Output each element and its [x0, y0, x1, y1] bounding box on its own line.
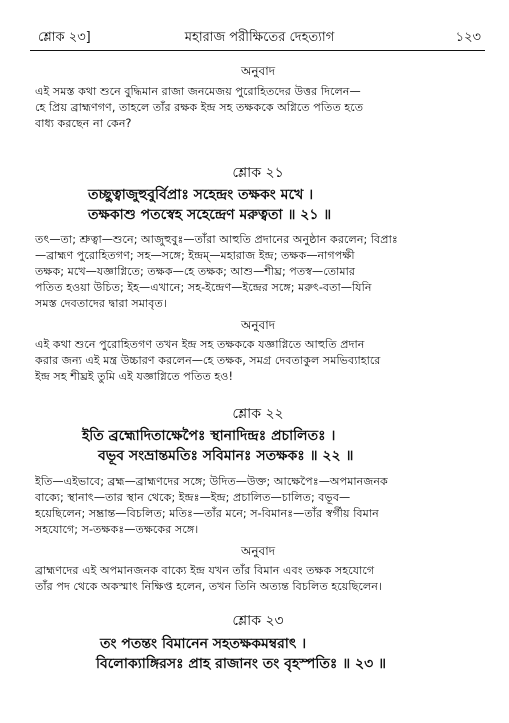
text-line: ব্রাহ্মণদের এই অপমানজনক বাক্যে ইন্দ্র যখন তাঁর বিমান এবং তক্ষক সহযোগে [35, 564, 375, 577]
sloka-heading: শ্লোক ২২ [232, 406, 284, 422]
translation-heading: অনুবাদ [240, 318, 276, 332]
sloka-23-heading-wrap [35, 612, 481, 630]
text-line: করার জন্য এই মন্ত্র উচ্চারণ করলেন—হে তক্ষক, সমগ্র দেবতাকুল সমভিব্যাহারে [35, 354, 381, 367]
sloka-21-heading-wrap [35, 164, 481, 182]
header-rule [30, 50, 485, 51]
text-line: এই সমস্ত কথা শুনে বুদ্ধিমান রাজা জনমেজয় পুরোহিতদের উত্তর দিলেন— [35, 85, 361, 98]
sloka-21-translation-heading-wrap [35, 318, 481, 332]
synonym-line: তৎ—তা; শ্রুত্বা—শুনে; আজুহুবুঃ—তাঁরা আহুতি প্রদানের অনুষ্ঠান করলেন; বিপ্রাঃ [35, 233, 398, 246]
synonym-line: ইতি—এইভাবে; ব্রহ্ম—ব্রাহ্মণদের সঙ্গে; উদিত—উক্ত; আক্ষেপৈঃ—অপমানজনক [35, 475, 388, 488]
sloka-22-heading-wrap [35, 405, 481, 423]
verse-line: তচ্ছুত্বাজুহুবুর্বিপ্রাঃ সহেন্দ্রং তক্ষকং মখে । [88, 187, 314, 203]
text-line: হে প্রিয় ব্রাহ্মণগণ, তাহলে তাঁর রক্ষক ইন্দ্র সহ তক্ষককে অগ্নিতে পতিত হতে [35, 101, 364, 114]
synonym-line: তক্ষক; মখে—যজ্ঞাগ্নিতে; তক্ষক—হে তক্ষক; আশু—শীঘ্র; পতস্ব—তোমার [35, 265, 356, 278]
header-chapter-title: মহারাজ পরীক্ষিতের দেহত্যাগ [184, 30, 335, 45]
synonym-line: সহযোগে; স-তক্ষকঃ—তক্ষকের সঙ্গে। [35, 523, 199, 536]
text-line: বাধ্য করছেন না কেন? [35, 117, 132, 130]
synonym-line: পতিত হওয়া উচিত; ইহ—এখানে; সহ-ইন্দ্রেণ—ইন্দ্রের সঙ্গে; মরুৎ-বতা—যিনি [35, 281, 372, 294]
sloka-22-verse [82, 426, 481, 466]
sloka-22-translation-heading-wrap [35, 544, 481, 558]
verse-line: তং পতন্তং বিমানেন সহতক্ষকমম্বরাৎ । [100, 636, 307, 652]
sloka-21-verse [88, 185, 481, 225]
sloka-22-synonyms [35, 474, 481, 538]
translation-heading: অনুবাদ [240, 64, 276, 78]
header-page-number: ১২৩ [455, 30, 481, 45]
verse-line: ইতি ব্রহ্মোদিতাক্ষেপৈঃ স্থানাদিন্দ্রঃ প্রচালিতঃ । [82, 428, 336, 444]
text-line: এই কথা শুনে পুরোহিতগণ তখন ইন্দ্র সহ তক্ষককে যজ্ঞাগ্নিতে আহুতি প্রদান [35, 338, 365, 351]
translation-section-prev [35, 64, 481, 78]
synonym-line: হয়েছিলেন; সম্ভ্রান্ত—বিচলিত; মতিঃ—তাঁর মনে; স-বিমানঃ—তাঁর স্বর্গীয় বিমান [35, 507, 379, 520]
running-header [38, 28, 481, 46]
synonym-line: সমস্ত দেবতাদের দ্বারা সমাবৃত। [35, 297, 167, 310]
verse-line: বভূব সংভ্রান্তমতিঃ সবিমানঃ সতক্ষকঃ ॥ ২২ ॥ [98, 448, 354, 464]
synonym-line: —ব্রাহ্মণ পুরোহিতগণ; সহ—সঙ্গে; ইন্দ্রম্—মহারাজ ইন্দ্র; তক্ষক—নাগপক্ষী [35, 249, 355, 262]
verse-line: বিলোক্যাঙ্গিরসঃ প্রাহ রাজানং তং বৃহস্পতিঃ ॥ ২৩ ॥ [96, 656, 386, 672]
translation-text [35, 84, 481, 132]
text-line: ইন্দ্র সহ শীঘ্রই তুমি এই যজ্ঞাগ্নিতে পতিত হও! [35, 370, 234, 383]
sloka-heading: শ্লোক ২১ [232, 165, 284, 181]
sloka-22-translation [35, 563, 481, 595]
sloka-21-synonyms [35, 232, 481, 312]
text-line: তাঁর পদ থেকে অকস্মাৎ নিক্ষিপ্ত হলেন, তখন তিনি অত্যন্ত বিচলিত হয়েছিলেন। [35, 580, 382, 593]
header-verse-ref: শ্লোক ২৩] [38, 30, 91, 45]
sloka-21-translation [35, 337, 481, 385]
synonym-line: বাক্যে; স্থানাৎ—তার স্থান থেকে; ইন্দ্রঃ—ইন্দ্র; প্রচালিত—চালিত; বভূব— [35, 491, 351, 504]
translation-heading: অনুবাদ [240, 544, 276, 558]
verse-line: তক্ষকাশু পতস্বেহ সহেন্দ্রেণ মরুত্বতা ॥ ২১ ॥ [88, 207, 332, 223]
sloka-23-verse [96, 634, 481, 674]
sloka-heading: শ্লোক ২৩ [232, 613, 284, 629]
